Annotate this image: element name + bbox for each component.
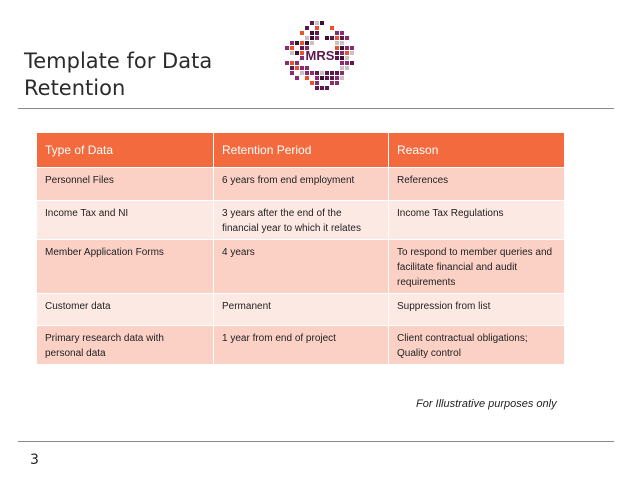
- cell-period: 4 years: [214, 240, 389, 294]
- logo-pixel: [310, 41, 314, 45]
- logo-pixel: [330, 71, 334, 75]
- logo-pixel: [345, 36, 349, 40]
- logo-pixel: [340, 71, 344, 75]
- logo-pixel: [295, 76, 299, 80]
- cell-reason: References: [389, 168, 565, 201]
- logo-pixel: [315, 86, 319, 90]
- logo-pixel: [295, 66, 299, 70]
- logo-pixel: [315, 31, 319, 35]
- logo-pixel: [305, 41, 309, 45]
- logo-pixel: [330, 36, 334, 40]
- logo-pixel: [330, 76, 334, 80]
- logo-pixel: [290, 41, 294, 45]
- logo-pixel: [290, 71, 294, 75]
- logo-pixel: [340, 76, 344, 80]
- logo-pixel: [290, 66, 294, 70]
- logo-pixel: [345, 51, 349, 55]
- illustrative-note: For Illustrative purposes only: [416, 398, 557, 410]
- cell-period: 3 years after the end of the financial year to which it relates: [214, 201, 389, 240]
- logo-pixel: [340, 46, 344, 50]
- logo-text: MRS: [305, 48, 335, 63]
- logo-pixel: [320, 76, 324, 80]
- header-reason: Reason: [389, 133, 565, 168]
- data-retention-table: [36, 132, 565, 365]
- table-row: [37, 240, 565, 294]
- logo-pixel: [350, 61, 354, 65]
- logo-pixel: [345, 61, 349, 65]
- logo-pixel: [300, 46, 304, 50]
- logo-pixel: [335, 71, 339, 75]
- logo-pixel: [350, 51, 354, 55]
- header-retention-period: Retention Period: [214, 133, 389, 168]
- logo-pixel: [290, 61, 294, 65]
- logo-pixel: [340, 56, 344, 60]
- logo-pixel: [305, 66, 309, 70]
- logo-pixel: [325, 86, 329, 90]
- logo-pixel: [345, 66, 349, 70]
- logo-pixel: [335, 51, 339, 55]
- logo-pixel: [305, 36, 309, 40]
- logo-pixel: [315, 76, 319, 80]
- mrs-logo: [284, 20, 356, 92]
- table-row: [37, 201, 565, 240]
- logo-pixel: [315, 26, 319, 30]
- logo-pixel: [320, 21, 324, 25]
- logo-pixel: [300, 51, 304, 55]
- logo-pixel: [330, 26, 334, 30]
- logo-pixel: [305, 26, 309, 30]
- logo-pixel: [285, 46, 289, 50]
- logo-pixel: [310, 21, 314, 25]
- logo-pixel: [340, 51, 344, 55]
- logo-pixel: [320, 71, 324, 75]
- logo-pixel: [300, 31, 304, 35]
- logo-pixel: [340, 31, 344, 35]
- logo-pixel: [340, 41, 344, 45]
- cell-period: 1 year from end of project: [214, 326, 389, 365]
- cell-type: Member Application Forms: [37, 240, 214, 294]
- logo-pixel: [335, 56, 339, 60]
- footer-divider: [18, 441, 614, 442]
- table-row: [37, 326, 565, 365]
- logo-pixel: [345, 46, 349, 50]
- cell-type: Primary research data with personal data: [37, 326, 214, 365]
- logo-pixel: [290, 46, 294, 50]
- logo-pixel: [325, 76, 329, 80]
- page-number: 3: [30, 452, 39, 468]
- logo-pixel: [340, 36, 344, 40]
- logo-pixel: [335, 81, 339, 85]
- cell-period: 6 years from end employment: [214, 168, 389, 201]
- cell-reason: To respond to member queries and facilitate financial and audit requirements: [389, 240, 565, 294]
- logo-pixel: [350, 46, 354, 50]
- logo-pixel: [335, 41, 339, 45]
- logo-pixel: [330, 81, 334, 85]
- table-row: [37, 168, 565, 201]
- logo-pixel: [320, 86, 324, 90]
- logo-pixel: [335, 76, 339, 80]
- logo-pixel: [335, 36, 339, 40]
- cell-type: Personnel Files: [37, 168, 214, 201]
- logo-pixel: [305, 71, 309, 75]
- table-header-row: [37, 133, 565, 168]
- logo-pixel: [285, 61, 289, 65]
- logo-pixel: [300, 66, 304, 70]
- logo-pixel: [315, 36, 319, 40]
- logo-pixel: [310, 31, 314, 35]
- logo-pixel: [295, 51, 299, 55]
- cell-type: Customer data: [37, 294, 214, 326]
- logo-pixel: [295, 41, 299, 45]
- cell-period: Permanent: [214, 294, 389, 326]
- logo-pixel: [325, 36, 329, 40]
- logo-pixel: [315, 71, 319, 75]
- logo-pixel: [325, 71, 329, 75]
- header-type-of-data: Type of Data: [37, 133, 214, 168]
- cell-reason: Income Tax Regulations: [389, 201, 565, 240]
- cell-reason: Suppression from list: [389, 294, 565, 326]
- logo-pixel: [335, 46, 339, 50]
- logo-pixel: [295, 61, 299, 65]
- logo-pixel: [310, 71, 314, 75]
- logo-pixel: [300, 71, 304, 75]
- cell-type: Income Tax and NI: [37, 201, 214, 240]
- logo-pixel: [310, 36, 314, 40]
- logo-pixel: [300, 56, 304, 60]
- logo-pixel: [300, 41, 304, 45]
- logo-pixel: [310, 81, 314, 85]
- table-row: [37, 294, 565, 326]
- cell-reason: Client contractual obligations; Quality control: [389, 326, 565, 365]
- slide-title: Template for Data Retention: [24, 49, 213, 100]
- logo-pixel: [340, 66, 344, 70]
- logo-pixel: [290, 51, 294, 55]
- logo-pixel: [340, 61, 344, 65]
- logo-pixel: [315, 21, 319, 25]
- logo-pixel: [345, 56, 349, 60]
- logo-pixel: [315, 81, 319, 85]
- logo-pixel: [305, 76, 309, 80]
- logo-pixel: [335, 31, 339, 35]
- title-divider: [18, 108, 614, 109]
